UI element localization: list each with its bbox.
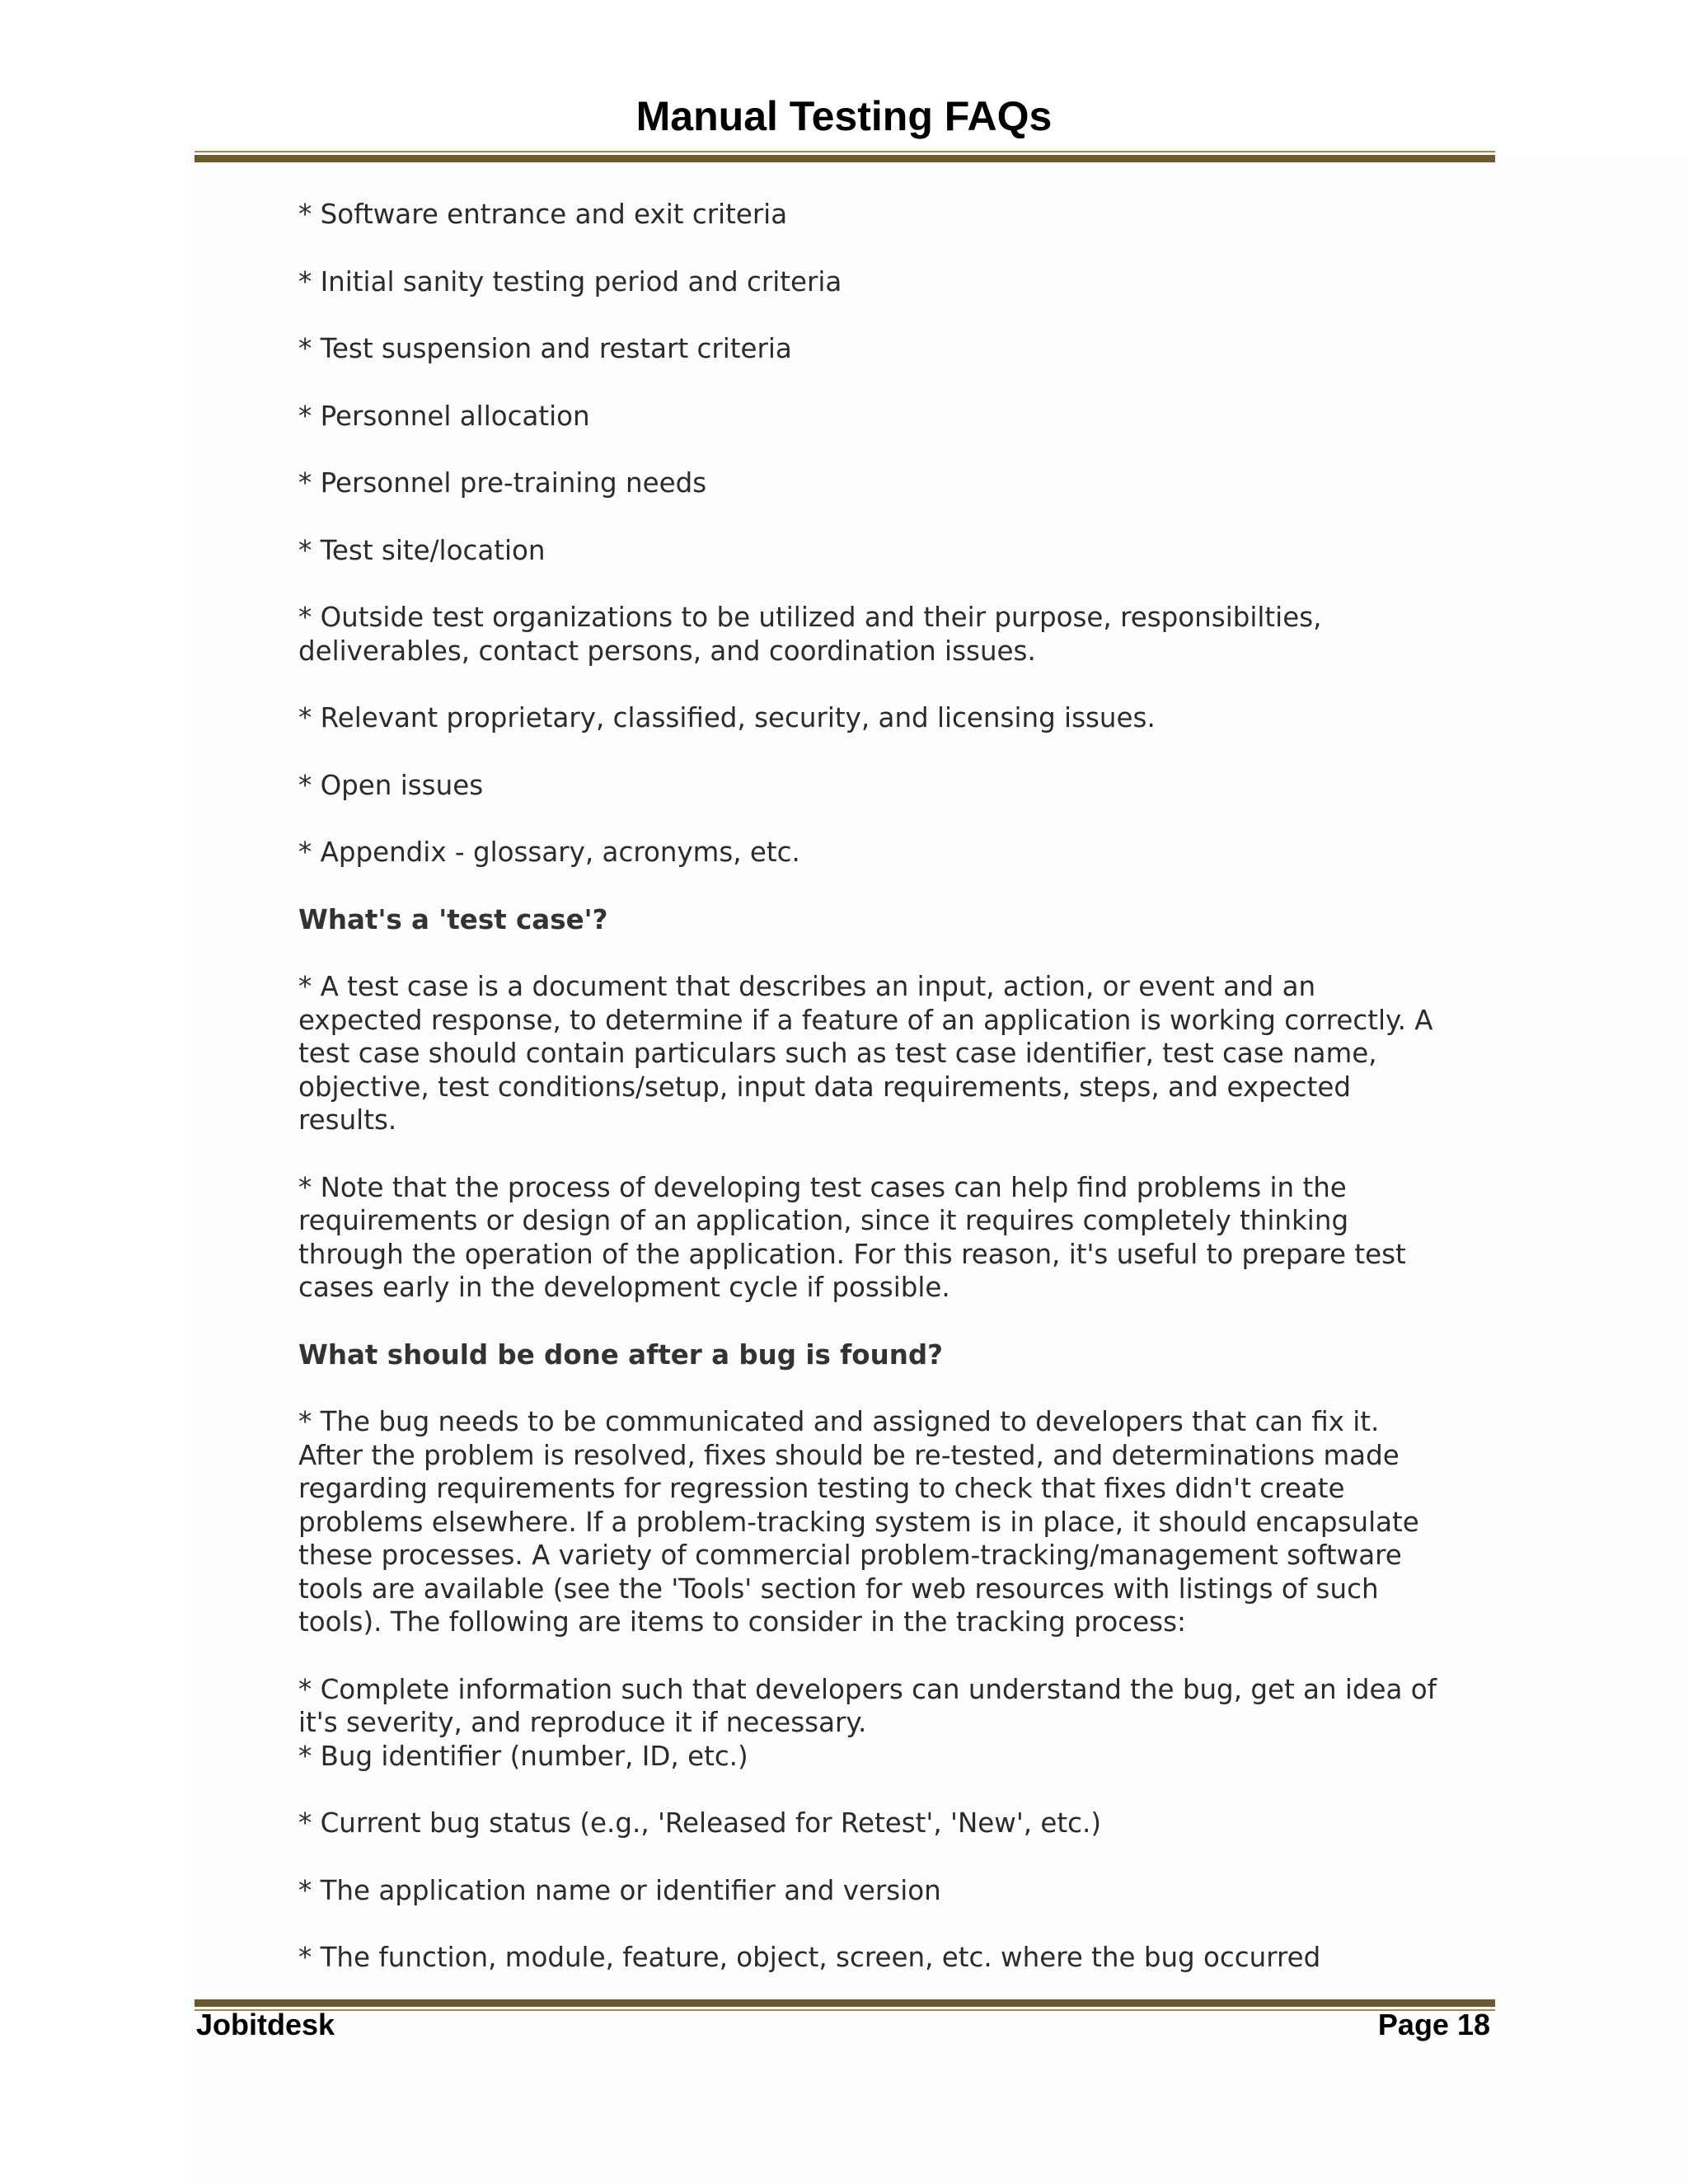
bullet-function-module: * The function, module, feature, object, screen, etc. where the bug occurred (298, 1942, 1321, 1973)
bullet-complete-information: * Complete information such that developers can understand the bug, get an idea of it's severity, and reproduce it if necessary. (298, 1673, 1437, 1738)
bullet-open-issues: * Open issues (298, 769, 484, 801)
paragraph-bug-communication: * The bug needs to be communicated and assigned to developers that can fix it. After the problem is resolved, fixes should be re-tested, and determinations made regarding requirements for regression testing to check that fixes didn't create problems elsewhere. If a problem-tracking system is in place, it should encapsulate these processes. A variety of commercial problem-tracking/management software tools are available (see the 'Tools' section for web resources with listings of such tools). The following are items to consider in the tracking process: (298, 1406, 1419, 1638)
bullet-proprietary: * Relevant proprietary, classified, security, and licensing issues. (298, 702, 1156, 733)
bullet-bug-identifier: * Bug identifier (number, ID, etc.) (298, 1740, 748, 1772)
header-rule-thin (195, 151, 1495, 152)
bullet-sanity-testing: * Initial sanity testing period and criteria (298, 265, 842, 298)
footer-page-number: Page 18 (1377, 2008, 1490, 2041)
header-rule-thick (195, 155, 1495, 162)
bullet-application-name: * The application name or identifier and version (298, 1874, 941, 1906)
footer-rule-thin (195, 2009, 1495, 2011)
heading-bug-found: What should be done after a bug is found? (298, 1338, 944, 1371)
document-body (298, 198, 1485, 2008)
bullet-test-site: * Test site/location (298, 534, 546, 566)
paragraph-test-case-definition: * A test case is a document that describes an input, action, or event and an expected response, to determine if a feature of an application is working correctly. A test case should contain particulars such as test case identifier, test case name, objective, test conditions/setup, input data requirements, steps, and expected results. (298, 971, 1433, 1136)
paragraph-test-case-note: * Note that the process of developing test cases can help find problems in the requirements or design of an application, since it requires completely thinking through the operation of the application. For this reason, it's useful to prepare test cases early in the development cycle if possible. (298, 1171, 1406, 1303)
bullet-outside-orgs: * Outside test organizations to be utilized and their purpose, responsibilties, deliverables, contact persons, and coordination issues. (298, 602, 1322, 667)
page-title: Manual Testing FAQs (635, 93, 1053, 139)
bullet-entrance-exit: * Software entrance and exit criteria (298, 199, 788, 230)
bullet-bug-status: * Current bug status (e.g., 'Released for Retest', 'New', etc.) (298, 1807, 1102, 1839)
bullet-suspension: * Test suspension and restart criteria (298, 333, 792, 364)
bullet-pre-training: * Personnel pre-training needs (298, 467, 707, 499)
footer-site-name: Jobitdesk (196, 2008, 335, 2041)
footer-rule-thick (195, 1999, 1495, 2007)
bullet-personnel-allocation: * Personnel allocation (298, 400, 590, 432)
bullet-appendix: * Appendix - glossary, acronyms, etc. (298, 837, 800, 868)
heading-test-case: What's a 'test case'? (298, 903, 608, 935)
